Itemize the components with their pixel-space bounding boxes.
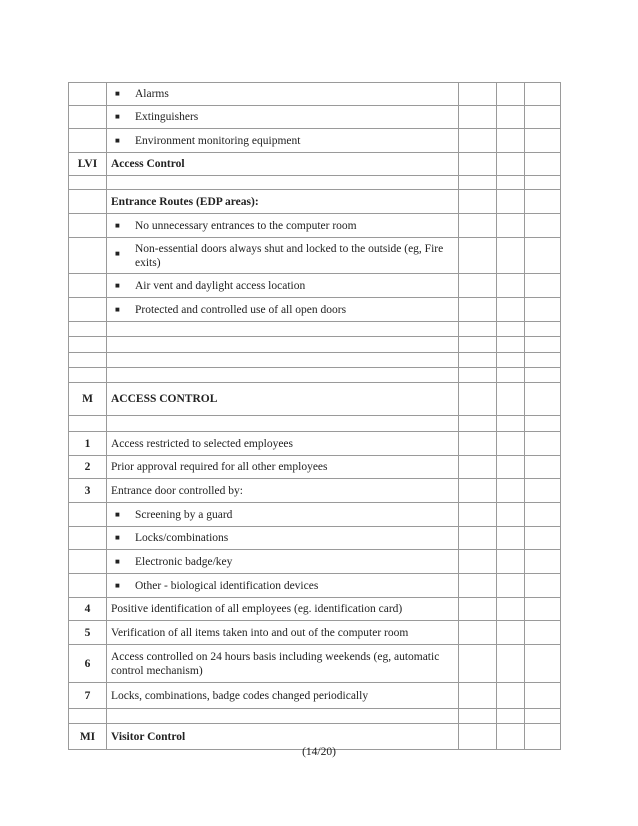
check-cell-2[interactable] — [497, 527, 525, 550]
blank-cell — [107, 709, 459, 724]
blank-cell — [107, 322, 459, 337]
bullet-square-icon: ■ — [115, 89, 120, 98]
check-cell-1[interactable] — [459, 503, 497, 527]
row-number: LVI — [69, 153, 107, 176]
check-cell-1[interactable] — [459, 598, 497, 621]
check-cell-3[interactable] — [525, 214, 561, 238]
check-cell-1[interactable] — [459, 353, 497, 368]
check-cell-1[interactable] — [459, 432, 497, 456]
check-cell-2[interactable] — [497, 129, 525, 153]
check-cell-1[interactable] — [459, 683, 497, 709]
item-text: Screening by a guard — [135, 508, 233, 521]
check-cell-2[interactable] — [497, 550, 525, 574]
check-cell-3[interactable] — [525, 153, 561, 176]
table-row — [69, 129, 561, 153]
check-cell-3[interactable] — [525, 274, 561, 298]
check-cell-1[interactable] — [459, 645, 497, 683]
check-cell-3[interactable] — [525, 683, 561, 709]
item-text: Non-essential doors always shut and locked to the outside (eg, Fire exits) — [135, 242, 444, 269]
row-number — [69, 238, 107, 274]
row-number: 7 — [69, 683, 107, 709]
row-number: 1 — [69, 432, 107, 456]
check-cell-1[interactable] — [459, 456, 497, 479]
bullet-item — [107, 503, 459, 527]
check-cell-3[interactable] — [525, 176, 561, 190]
check-cell-3[interactable] — [525, 527, 561, 550]
check-cell-1[interactable] — [459, 527, 497, 550]
row-number — [69, 190, 107, 214]
table-row — [69, 621, 561, 645]
row-number — [69, 527, 107, 550]
row-number: 5 — [69, 621, 107, 645]
check-cell-3[interactable] — [525, 503, 561, 527]
check-cell-2[interactable] — [497, 298, 525, 322]
bullet-item — [107, 83, 459, 106]
row-number — [69, 129, 107, 153]
bullet-square-icon: ■ — [115, 112, 120, 121]
check-cell-2[interactable] — [497, 353, 525, 368]
check-cell-3[interactable] — [525, 368, 561, 383]
check-cell-1[interactable] — [459, 574, 497, 598]
check-cell-2[interactable] — [497, 153, 525, 176]
item-text: Locks/combinations — [135, 532, 229, 544]
blank-cell — [107, 176, 459, 190]
check-cell-1[interactable] — [459, 709, 497, 724]
check-cell-3[interactable] — [525, 106, 561, 129]
check-cell-3[interactable] — [525, 322, 561, 337]
check-cell-3[interactable] — [525, 574, 561, 598]
check-cell-2[interactable] — [497, 683, 525, 709]
check-cell-3[interactable] — [525, 709, 561, 724]
table-row — [69, 274, 561, 298]
item-text: Access restricted to selected employees — [107, 432, 459, 456]
row-number — [69, 416, 107, 432]
check-cell-1[interactable] — [459, 322, 497, 337]
table-row — [69, 645, 561, 683]
blank-cell — [107, 353, 459, 368]
bullet-item — [107, 298, 459, 322]
bullet-square-icon: ■ — [115, 509, 120, 519]
check-cell-1[interactable] — [459, 190, 497, 214]
check-cell-1[interactable] — [459, 274, 497, 298]
table-row — [69, 298, 561, 322]
item-text: Entrance door controlled by: — [107, 479, 459, 503]
check-cell-2[interactable] — [497, 337, 525, 353]
check-cell-2[interactable] — [497, 479, 525, 503]
row-number: 2 — [69, 456, 107, 479]
row-number — [69, 368, 107, 383]
table-row — [69, 503, 561, 527]
check-cell-1[interactable] — [459, 416, 497, 432]
check-cell-2[interactable] — [497, 503, 525, 527]
bullet-item — [107, 550, 459, 574]
section-heading: Visitor Control — [107, 724, 459, 750]
item-text: Verification of all items taken into and out of the computer room — [107, 621, 459, 645]
check-cell-3[interactable] — [525, 598, 561, 621]
check-cell-2[interactable] — [497, 176, 525, 190]
table-row — [69, 322, 561, 337]
check-cell-3[interactable] — [525, 129, 561, 153]
check-cell-1[interactable] — [459, 383, 497, 416]
table-row — [69, 479, 561, 503]
section-heading: ACCESS CONTROL — [107, 383, 459, 416]
row-number — [69, 503, 107, 527]
item-text: Prior approval required for all other employees — [107, 456, 459, 479]
check-cell-2[interactable] — [497, 190, 525, 214]
table-row — [69, 574, 561, 598]
check-cell-2[interactable] — [497, 432, 525, 456]
check-cell-1[interactable] — [459, 214, 497, 238]
check-cell-2[interactable] — [497, 274, 525, 298]
check-cell-1[interactable] — [459, 83, 497, 106]
section-heading: Access Control — [107, 153, 459, 176]
item-text: Positive identification of all employees (eg. identification card) — [107, 598, 459, 621]
item-text: No unnecessary entrances to the computer room — [135, 219, 357, 232]
row-number — [69, 214, 107, 238]
row-number — [69, 709, 107, 724]
check-cell-3[interactable] — [525, 416, 561, 432]
check-cell-1[interactable] — [459, 479, 497, 503]
check-cell-1[interactable] — [459, 368, 497, 383]
check-cell-2[interactable] — [497, 456, 525, 479]
item-text: Alarms — [135, 88, 169, 100]
check-cell-3[interactable] — [525, 83, 561, 106]
row-number — [69, 83, 107, 106]
item-text: Environment monitoring equipment — [135, 134, 301, 147]
check-cell-2[interactable] — [497, 322, 525, 337]
item-text: Protected and controlled use of all open doors — [135, 303, 347, 316]
check-cell-3[interactable] — [525, 479, 561, 503]
table-row — [69, 598, 561, 621]
bullet-item — [107, 274, 459, 298]
bullet-square-icon: ■ — [115, 533, 120, 542]
page-number: (14/20) — [302, 746, 336, 758]
check-cell-2[interactable] — [497, 709, 525, 724]
bullet-item — [107, 527, 459, 550]
table-row — [69, 456, 561, 479]
check-cell-1[interactable] — [459, 550, 497, 574]
check-cell-3[interactable] — [525, 621, 561, 645]
row-number — [69, 322, 107, 337]
item-text: Access controlled on 24 hours basis including weekends (eg, automatic control mechanism) — [107, 645, 459, 683]
table-row — [69, 153, 561, 176]
row-number — [69, 550, 107, 574]
check-cell-2[interactable] — [497, 574, 525, 598]
bullet-square-icon: ■ — [115, 220, 120, 230]
table-row — [69, 238, 561, 274]
check-cell-1[interactable] — [459, 621, 497, 645]
checklist-rows — [69, 83, 561, 750]
bullet-square-icon: ■ — [115, 580, 120, 590]
table-row — [69, 709, 561, 724]
check-cell-1[interactable] — [459, 238, 497, 274]
table-row — [69, 550, 561, 574]
bullet-square-icon: ■ — [115, 280, 120, 290]
row-number — [69, 353, 107, 368]
bullet-item — [107, 574, 459, 598]
check-cell-2[interactable] — [497, 238, 525, 274]
item-text: Locks, combinations, badge codes changed periodically — [107, 683, 459, 709]
row-number — [69, 298, 107, 322]
check-cell-3[interactable] — [525, 337, 561, 353]
table-row — [69, 368, 561, 383]
check-cell-2[interactable] — [497, 368, 525, 383]
row-number — [69, 337, 107, 353]
blank-cell — [107, 337, 459, 353]
bullet-square-icon: ■ — [115, 556, 120, 566]
check-cell-3[interactable] — [525, 190, 561, 214]
check-cell-2[interactable] — [497, 83, 525, 106]
check-cell-1[interactable] — [459, 129, 497, 153]
check-cell-1[interactable] — [459, 176, 497, 190]
check-cell-3[interactable] — [525, 353, 561, 368]
row-number: 6 — [69, 645, 107, 683]
table-row — [69, 214, 561, 238]
row-number: 3 — [69, 479, 107, 503]
table-row — [69, 432, 561, 456]
row-number: 4 — [69, 598, 107, 621]
check-cell-1[interactable] — [459, 337, 497, 353]
table-row — [69, 416, 561, 432]
row-number — [69, 176, 107, 190]
checklist-table — [68, 82, 561, 750]
check-cell-3[interactable] — [525, 383, 561, 416]
check-cell-3[interactable] — [525, 238, 561, 274]
check-cell-1[interactable] — [459, 153, 497, 176]
section-heading: Entrance Routes (EDP areas): — [107, 190, 459, 214]
table-row — [69, 176, 561, 190]
check-cell-2[interactable] — [497, 383, 525, 416]
row-number: MI — [69, 724, 107, 750]
table-row — [69, 337, 561, 353]
table-row — [69, 83, 561, 106]
bullet-square-icon: ■ — [115, 135, 120, 145]
check-cell-1[interactable] — [459, 106, 497, 129]
check-cell-2[interactable] — [497, 214, 525, 238]
check-cell-1[interactable] — [459, 298, 497, 322]
check-cell-3[interactable] — [525, 298, 561, 322]
row-number — [69, 106, 107, 129]
item-text: Electronic badge/key — [135, 555, 233, 568]
table-row — [69, 683, 561, 709]
check-cell-3[interactable] — [525, 550, 561, 574]
table-row — [69, 383, 561, 416]
item-text: Air vent and daylight access location — [135, 279, 306, 292]
table-row — [69, 106, 561, 129]
bullet-item — [107, 238, 459, 274]
bullet-item — [107, 214, 459, 238]
check-cell-3[interactable] — [525, 432, 561, 456]
check-cell-3[interactable] — [525, 456, 561, 479]
bullet-item — [107, 106, 459, 129]
row-number — [69, 274, 107, 298]
bullet-item — [107, 129, 459, 153]
check-cell-2[interactable] — [497, 106, 525, 129]
check-cell-2[interactable] — [497, 598, 525, 621]
table-row — [69, 353, 561, 368]
check-cell-2[interactable] — [497, 645, 525, 683]
item-text: Other - biological identification devices — [135, 579, 319, 592]
check-cell-2[interactable] — [497, 621, 525, 645]
blank-cell — [107, 368, 459, 383]
row-number: M — [69, 383, 107, 416]
table-row — [69, 527, 561, 550]
row-number — [69, 574, 107, 598]
check-cell-3[interactable] — [525, 645, 561, 683]
bullet-square-icon: ■ — [115, 249, 120, 258]
item-text: Extinguishers — [135, 111, 199, 123]
check-cell-2[interactable] — [497, 416, 525, 432]
bullet-square-icon: ■ — [115, 304, 120, 314]
table-row — [69, 190, 561, 214]
blank-cell — [107, 416, 459, 432]
